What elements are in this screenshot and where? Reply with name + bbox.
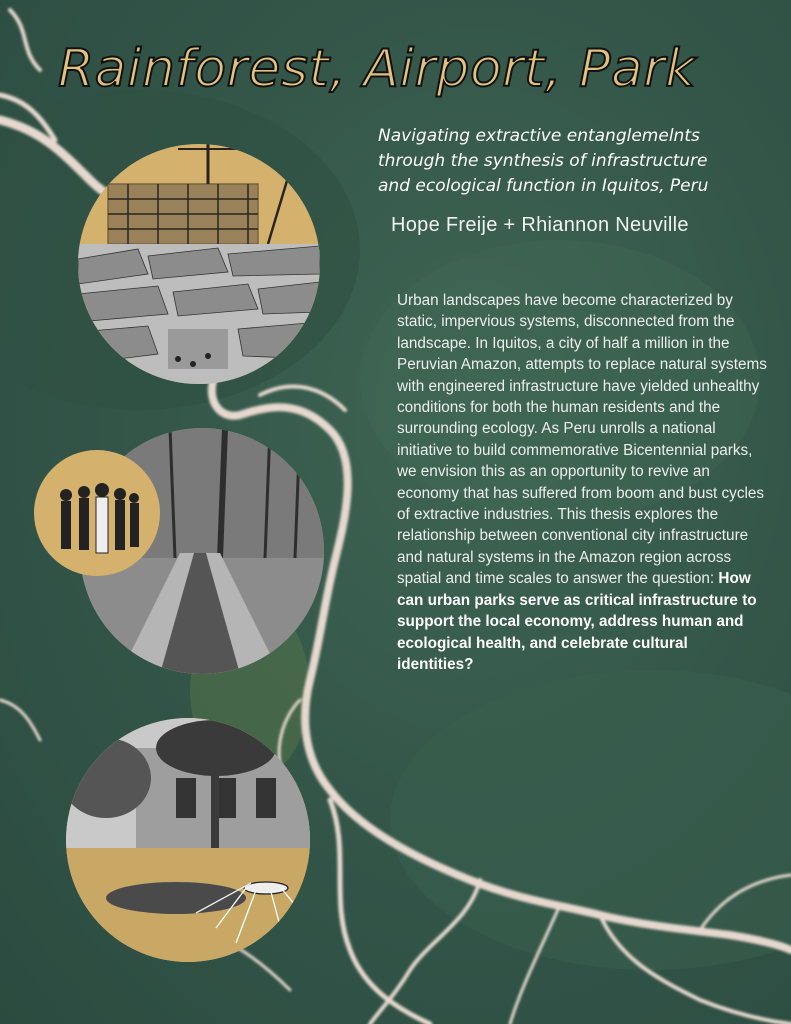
poster-authors: Hope Freije + Rhiannon Neuville bbox=[391, 214, 689, 236]
construction-market-collage-icon bbox=[78, 144, 320, 384]
poster-subtitle: Navigating extractive entanglemelnts through the synthesis of infrastructure and ecological function in Iquitos, Peru bbox=[378, 126, 709, 196]
collage-flooded-street bbox=[66, 718, 310, 962]
flooded-street-mosquito-collage-icon bbox=[66, 718, 310, 962]
collage-people-circle bbox=[34, 450, 160, 576]
people-icon bbox=[34, 450, 160, 576]
poster-title: Rainforest, Airport, Park bbox=[58, 39, 696, 99]
research-question: How can urban parks serve as critical infrastructure to support the local economy, address human and ecological health, and celebrate cultural identities? bbox=[397, 570, 757, 673]
poster-body-text bbox=[397, 290, 767, 675]
body-paragraph: Urban landscapes have become characterized by static, impervious systems, disconnected from the landscape. In Iquitos, a city of half a million in the Peruvian Amazon, attempts to replace natural systems with engineered infrastructure have yielded unhealthy conditions for both the human residents and the surrounding ecology. As Peru unrolls a national initiative to build commemorative Bicentennial parks, we envision this as an opportunity to revive an economy that has suffered from boom and bust cycles of extractive industries. This thesis explores the relationship between conventional city infrastructure and natural systems in the Amazon region across spatial and time scales to answer the question: bbox=[397, 292, 767, 588]
collage-construction-market bbox=[78, 144, 320, 384]
